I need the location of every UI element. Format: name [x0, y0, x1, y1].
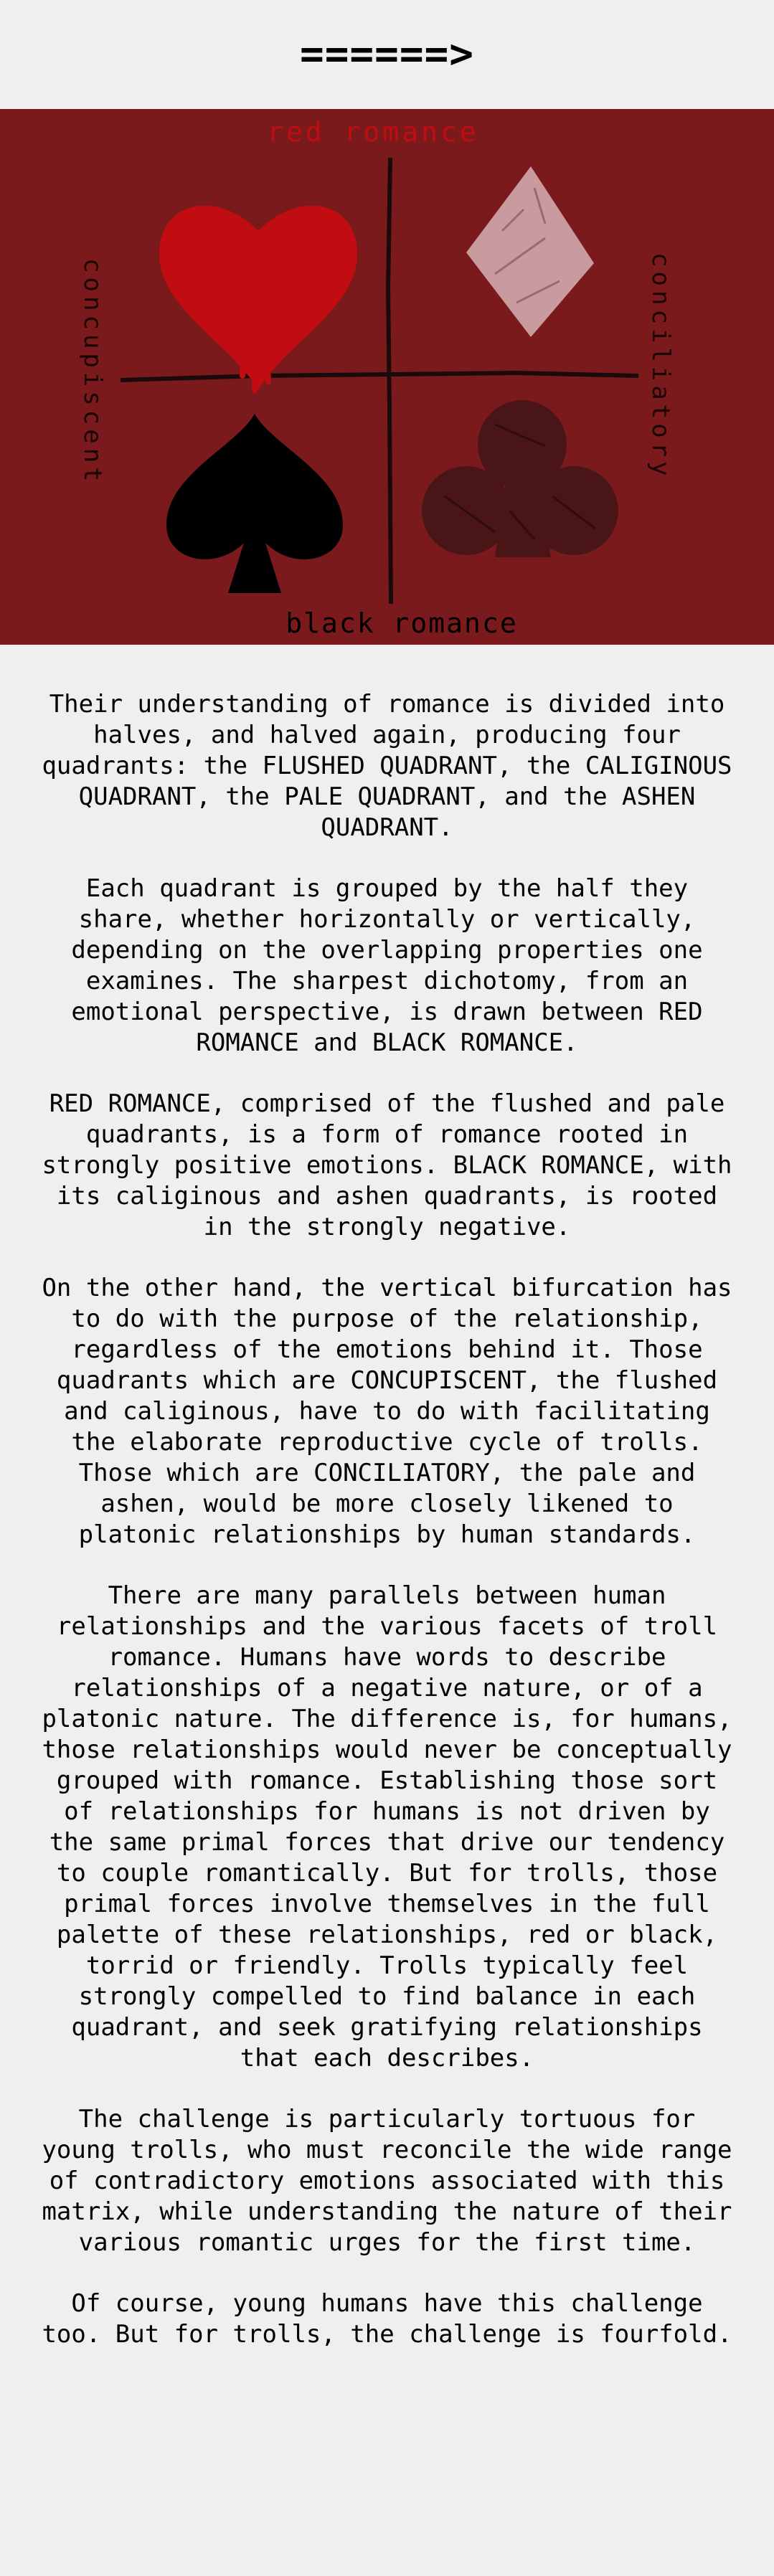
paragraph-quadrants: Their understanding of romance is divided into halves, and halved again, producing four quadrants: the FLUSHED QUADRANT, the CALIGINOUS QUADRANT, the PALE QUADRANT, and the ASHEN QUADRANT. [42, 690, 732, 842]
paragraph-vertical: On the other hand, the vertical bifurcation has to do with the purpose of the relationship, regardless of the emotions behind it. Those quadrants which are CONCUPISCENT, the flushed and caliginous, have to do with facilitating the elaborate reproductive cycle of trolls. Those which are CONCILIATORY, the pale and ashen, would be more closely likened to platonic relationships by human standards. [42, 1274, 732, 1549]
paragraph-red-black: RED ROMANCE, comprised of the flushed and pale quadrants, is a form of romance rooted in strongly positive emotions. BLACK ROMANCE, with its caliginous and ashen quadrants, is rooted in the strongly negative. [42, 1089, 732, 1241]
black-romance-label: black romance [285, 607, 518, 639]
quadrant-chart [0, 109, 774, 645]
concupiscent-label: concupiscent [78, 258, 107, 486]
vertical-divider [388, 158, 391, 604]
article-body [40, 689, 734, 2380]
conciliatory-label: conciliatory [646, 252, 675, 480]
paragraph-fourfold: Of course, young humans have this challenge too. But for trolls, the challenge is fourfold. [42, 2289, 732, 2349]
paragraph-parallels: There are many parallels between human relationships and the various facets of troll romance. Humans have words to describe relationships of a negative nature, or of a platonic nature. The difference is, for humans, those relationships would never be conceptually grouped with romance. Establishing those sort of relationships for humans is not driven by the same primal forces that drive our tendency to couple romantically. But for trolls, those primal forces involve themselves in the full palette of these relationships, red or black, torrid or friendly. Trolls typically feel strongly compelled to find balance in each quadrant, and seek gratifying relationships that each describes. [42, 1581, 732, 2073]
paragraph-challenge: The challenge is particularly tortuous for young trolls, who must reconcile the wide range of contradictory emotions associated with this matrix, while understanding the nature of their various romantic urges for the first time. [42, 2105, 732, 2257]
next-page-link[interactable]: ======> [299, 30, 474, 77]
paragraph-dichotomy: Each quadrant is grouped by the half they share, whether horizontally or vertically, depending on the overlapping properties one examines. The sharpest dichotomy, from an emotional perspective, is drawn between RED ROMANCE and BLACK ROMANCE. [71, 874, 703, 1057]
quadrant-banner [0, 109, 774, 645]
red-romance-label: red romance [267, 116, 479, 148]
